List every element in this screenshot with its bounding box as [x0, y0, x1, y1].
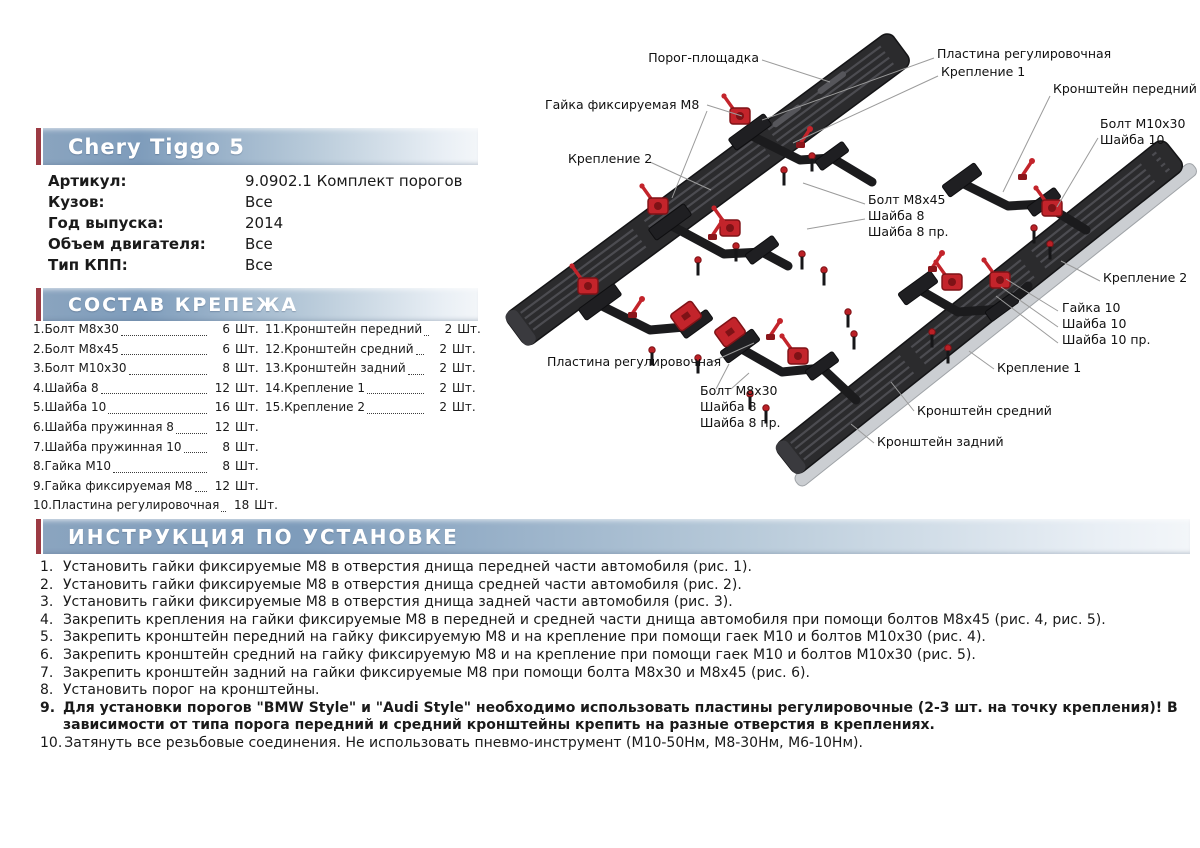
instructions-list	[40, 559, 1190, 753]
dotted-leader	[367, 413, 424, 414]
part-qty: 8	[222, 459, 230, 474]
part-unit: Шт.	[235, 322, 259, 336]
diagram-label-kron-zadniy	[877, 434, 1004, 450]
instructions-title-band	[36, 519, 1190, 554]
spec-label: Объем двигателя:	[48, 235, 206, 253]
part-qty: 12	[214, 478, 230, 493]
diagram-label-kreplenie1-top	[941, 64, 1025, 80]
spec-value: Все	[245, 235, 273, 253]
diagram-label-line: Шайба 10	[1062, 316, 1127, 331]
instruction-item	[40, 594, 1190, 612]
instruction-text: Закрепить кронштейн передний на гайку фиксируемую М8 и на крепление при помощи гаек М10 и болтов М10х30 (рис. 4).	[63, 629, 986, 646]
part-qty: 12	[214, 380, 230, 395]
dotted-leader	[101, 393, 207, 394]
instruction-number: 4.	[40, 611, 54, 628]
diagram-label-line: Шайба 8 пр.	[700, 415, 781, 430]
part-unit: Шт.	[452, 341, 476, 356]
part-unit: Шт.	[235, 380, 259, 395]
spec-row	[48, 192, 488, 213]
diagram-label-line: Гайка фиксируемая М8	[545, 97, 700, 112]
instruction-number: 8.	[40, 682, 54, 699]
diagram-label-gaika-fiks	[545, 97, 699, 113]
part-row	[33, 320, 262, 340]
part-unit: Шт.	[235, 459, 259, 474]
diagram-label-line: Пластина регулировочная	[547, 354, 722, 369]
part-name: 5.Шайба 10	[33, 400, 107, 415]
part-qty: 8	[222, 439, 230, 454]
part-unit: Шт.	[235, 361, 259, 376]
diagram-label-line: Шайба 10	[1100, 132, 1165, 147]
diagram-label-kron-sredniy	[917, 403, 1052, 419]
part-unit: Шт.	[235, 419, 259, 434]
part-row	[265, 379, 479, 399]
part-name: 11.Кронштейн передний	[265, 322, 423, 336]
instruction-text: Затянуть все резьбовые соединения. Не использовать пневмо-инструмент (М10-50Нм, М8-30Нм, М6-10Нм).	[64, 734, 863, 751]
diagram-label-line: Шайба 8	[868, 208, 925, 223]
part-row	[265, 398, 479, 418]
part-unit: Шт.	[235, 439, 259, 454]
instruction-number: 3.	[40, 594, 54, 611]
dotted-leader	[424, 335, 429, 336]
spec-row	[48, 255, 488, 276]
spec-row	[48, 213, 488, 234]
part-unit: Шт.	[235, 341, 259, 356]
diagram-label-kreplenie2-right	[1103, 270, 1187, 286]
part-unit: Шт.	[452, 400, 476, 415]
part-unit: Шт.	[254, 498, 278, 513]
dotted-leader	[367, 393, 424, 394]
dotted-leader	[121, 335, 207, 336]
product-title-band	[36, 128, 478, 165]
dotted-leader	[113, 472, 207, 473]
diagram-label-line: Кронштейн средний	[917, 403, 1052, 418]
dotted-leader	[195, 491, 207, 492]
instruction-item	[40, 682, 1190, 700]
dotted-leader	[108, 413, 207, 414]
diagram-label-plastina-bottom	[547, 354, 721, 370]
dotted-leader	[129, 374, 208, 375]
dotted-leader	[408, 374, 424, 375]
instruction-text: Закрепить кронштейн задний на гайки фиксируемые М8 при помощи болта М8х30 и М8х45 (рис. 6).	[63, 664, 810, 681]
part-name: 3.Болт М10х30	[33, 361, 127, 376]
part-qty: 6	[222, 341, 230, 356]
part-row	[33, 398, 262, 418]
diagram-label-bolt-m10x30	[1100, 116, 1185, 148]
part-row	[265, 340, 479, 360]
instruction-number: 1.	[40, 559, 54, 575]
diagram-label-kreplenie2-left	[568, 151, 652, 167]
instruction-text: Установить гайки фиксируемые М8 в отверстия днища средней части автомобиля (рис. 2).	[63, 576, 742, 593]
part-row	[33, 477, 262, 497]
part-name: 13.Кронштейн задний	[265, 361, 406, 376]
diagram-label-line: Болт М10х30	[1100, 116, 1186, 131]
part-row	[33, 340, 262, 360]
diagram-label-line: Шайба 8	[700, 399, 757, 414]
diagram-label-line: Крепление 1	[997, 360, 1082, 375]
part-name: 6.Шайба пружинная 8	[33, 419, 174, 434]
spec-row	[48, 171, 488, 192]
spec-label: Год выпуска:	[48, 214, 164, 232]
hardware-title: СОСТАВ КРЕПЕЖА	[43, 288, 478, 321]
spec-label: Кузов:	[48, 193, 105, 211]
instruction-text: Установить гайки фиксируемые М8 в отверстия днища передней части автомобиля (рис. 1).	[63, 559, 752, 575]
spec-value: 2014	[245, 214, 284, 232]
part-qty: 12	[214, 419, 230, 434]
spec-row	[48, 234, 488, 255]
dotted-leader	[121, 354, 207, 355]
part-name: 8.Гайка М10	[33, 459, 111, 474]
diagram-label-line: Пластина регулировочная	[937, 46, 1112, 61]
diagram-label-line: Шайба 8 пр.	[868, 224, 949, 239]
spec-label: Артикул:	[48, 172, 127, 190]
instruction-text: Для установки порогов "BMW Style" и "Audi Style" необходимо использовать пластины регулировочные (2-3 шт. на точку крепления)! В зависимости от типа порога передний и средний кронштейны крепить на разные отверстия в креплениях.	[63, 699, 1178, 734]
diagram-label-line: Шайба 10 пр.	[1062, 332, 1151, 347]
part-unit: Шт.	[452, 380, 476, 395]
red-accent-bar	[36, 519, 41, 554]
part-name: 4.Шайба 8	[33, 380, 99, 395]
instruction-item	[40, 612, 1190, 630]
instruction-text: Закрепить крепления на гайки фиксируемые М8 в передней и средней части днища автомобиля при помощи болтов М8х45 (рис. 4, рис. 5).	[63, 611, 1106, 628]
diagram-label-line: Болт М8х30	[700, 383, 778, 398]
diagram-label-line: Кронштейн передний	[1053, 81, 1197, 96]
spec-table	[48, 171, 488, 276]
dotted-leader	[221, 511, 226, 512]
instruction-item	[40, 665, 1190, 683]
instruction-number: 5.	[40, 629, 54, 646]
instruction-text: Установить гайки фиксируемые М8 в отверстия днища задней части автомобиля (рис. 3).	[63, 594, 733, 611]
spec-value: 9.0902.1 Комплект порогов	[245, 172, 463, 190]
part-row	[33, 359, 262, 379]
diagram-label-line: Гайка 10	[1062, 300, 1121, 315]
part-qty: 16	[214, 400, 230, 415]
instruction-item	[40, 735, 1190, 753]
diagram-label-line: Крепление 1	[941, 64, 1026, 79]
part-row	[265, 359, 479, 379]
red-accent-bar	[36, 288, 41, 321]
dotted-leader	[176, 433, 207, 434]
part-name: 2.Болт М8х45	[33, 341, 119, 356]
part-unit: Шт.	[235, 478, 259, 493]
spec-value: Все	[245, 256, 273, 274]
part-row	[33, 379, 262, 399]
parts-list-left	[33, 320, 278, 516]
part-name: 10.Пластина регулировочная	[33, 498, 220, 513]
diagram-label-porog	[648, 50, 759, 66]
diagram-label-line: Порог-площадка	[648, 50, 759, 65]
part-qty: 2	[444, 322, 453, 336]
diagram-label-plastina-top	[937, 46, 1111, 62]
diagram-label-kreplenie1-bottom	[997, 360, 1081, 376]
instructions-title: ИНСТРУКЦИЯ ПО УСТАНОВКЕ	[43, 519, 1190, 554]
part-name: 7.Шайба пружинная 10	[33, 439, 182, 454]
diagram-label-bolt-m8x45	[868, 192, 949, 240]
red-adjusting-plates	[670, 300, 747, 347]
instruction-text: Закрепить кронштейн средний на гайку фиксируемую М8 и на крепление при помощи гаек М10 и болтов М10х30 (рис. 5).	[63, 646, 976, 663]
diagram-label-line: Болт М8х45	[868, 192, 946, 207]
assembly-diagram	[500, 20, 1200, 490]
part-qty: 2	[439, 341, 447, 356]
part-row	[33, 457, 262, 477]
parts-list	[33, 320, 479, 520]
instruction-item	[40, 647, 1190, 665]
spec-value: Все	[245, 193, 273, 211]
part-qty: 8	[222, 361, 230, 376]
instruction-text: Установить порог на кронштейны.	[63, 682, 320, 699]
dotted-leader	[184, 452, 207, 453]
red-accent-bar	[36, 128, 41, 165]
spec-label: Тип КПП:	[48, 256, 128, 274]
part-row	[33, 418, 262, 438]
instruction-item	[40, 700, 1190, 735]
part-row	[33, 496, 278, 516]
part-qty: 6	[222, 322, 230, 336]
running-board-top	[503, 30, 913, 348]
product-title: Chery Tiggo 5	[43, 128, 478, 165]
part-row	[33, 438, 262, 458]
instruction-item	[40, 559, 1190, 577]
instruction-number: 7.	[40, 664, 54, 681]
part-row	[265, 320, 479, 340]
part-unit: Шт.	[235, 400, 259, 415]
part-qty: 2	[439, 400, 447, 415]
part-unit: Шт.	[457, 322, 481, 336]
instruction-number: 6.	[40, 646, 54, 663]
instruction-item	[40, 629, 1190, 647]
dotted-leader	[416, 354, 424, 355]
diagram-label-kron-peredniy	[1053, 81, 1197, 97]
parts-list-right	[265, 320, 479, 418]
diagram-label-gaika10	[1062, 300, 1150, 348]
diagram-label-bolt-m8x30	[700, 383, 781, 431]
diagram-label-line: Кронштейн задний	[877, 434, 1004, 449]
instruction-number: 9.	[40, 699, 56, 716]
diagram-label-line: Крепление 2	[568, 151, 653, 166]
instruction-number: 10.	[40, 734, 63, 751]
hardware-title-band	[36, 288, 478, 321]
part-qty: 2	[439, 380, 447, 395]
part-unit: Шт.	[452, 361, 476, 376]
part-name: 15.Крепление 2	[265, 400, 365, 415]
instruction-number: 2.	[40, 576, 54, 593]
part-qty: 2	[439, 361, 447, 376]
part-name: 9.Гайка фиксируемая М8	[33, 478, 193, 493]
part-name: 14.Крепление 1	[265, 380, 365, 395]
instruction-item	[40, 577, 1190, 595]
diagram-label-line: Крепление 2	[1103, 270, 1188, 285]
part-name: 1.Болт М8х30	[33, 322, 119, 336]
part-name: 12.Кронштейн средний	[265, 341, 414, 356]
part-qty: 18	[234, 498, 250, 513]
